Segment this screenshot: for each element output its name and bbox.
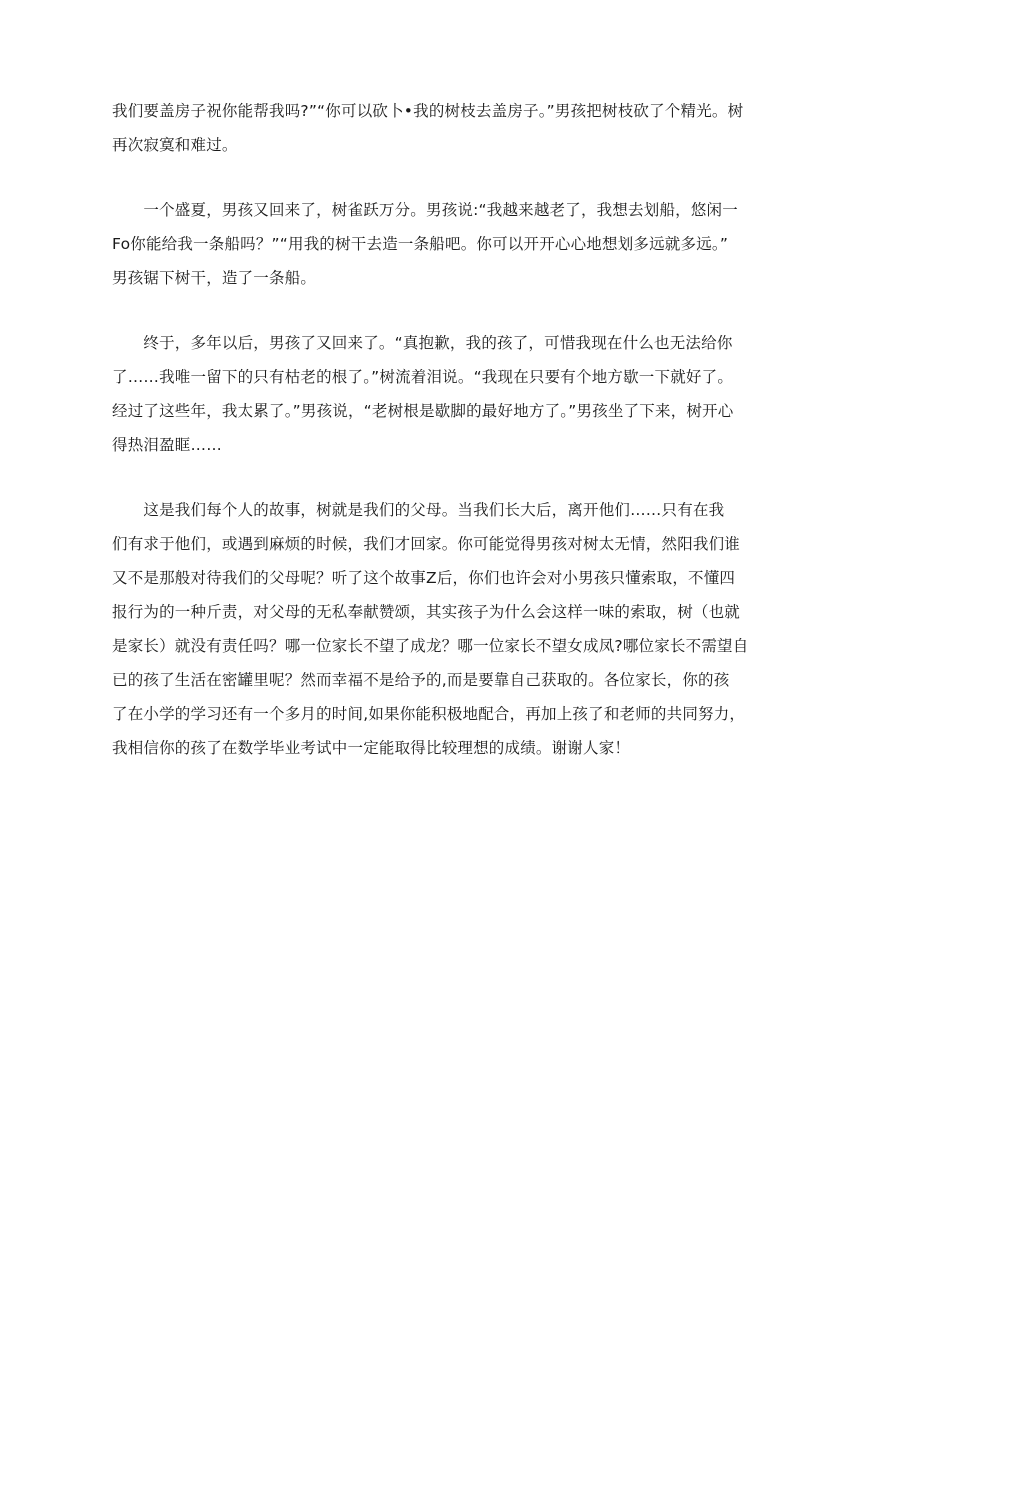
document-body: [112, 94, 852, 765]
text-line: 再次寂寞和难过。: [112, 136, 238, 154]
paragraph-parents: [112, 493, 852, 765]
text-line: 这是我们每个人的故事，树就是我们的父母。当我们长大后，离开他们……只有在我: [112, 501, 725, 519]
text-line: 了在小学的学习还有一个多月的时间,如果你能积极地配合，再加上孩了和老师的共同努力，: [112, 705, 746, 723]
text-line: 终于，多年以后，男孩了又回来了。“真抱歉，我的孩了，可惜我现在什么也无法给你: [112, 334, 733, 352]
text-line: 报行为的一种斤责，对父母的无私奉献赞颂，其实孩子为什么会这样一味的索取，树（也就: [112, 603, 741, 621]
paragraph-spacer: [112, 462, 852, 493]
text-line: 我相信你的孩了在数学毕业考试中一定能取得比较理想的成绩。谢谢人家！: [112, 739, 631, 757]
text-line: Fo你能给我一条船吗？”“用我的树干去造一条船吧。你可以开开心心地想划多远就多远。”: [112, 235, 729, 253]
text-line: 又不是那般对待我们的父母呢？听了这个故事Z后，你们也许会对小男孩只懂索取，不懂四: [112, 569, 736, 587]
paragraph-house: [112, 94, 852, 162]
text-line: 得热泪盈眶……: [112, 436, 222, 454]
text-line: 我们要盖房子祝你能帮我吗?”“你可以砍卜•我的树枝去盖房子。”男孩把树枝砍了个精光。树: [112, 102, 744, 120]
paragraph-spacer: [112, 295, 852, 326]
text-line: 男孩锯下树干，造了一条船。: [112, 269, 317, 287]
text-line: 一个盛夏，男孩又回来了，树雀跃万分。男孩说:“我越来越老了，我想去划船，悠闲一: [112, 201, 738, 219]
paragraph-spacer: [112, 162, 852, 193]
paragraph-roots: [112, 326, 852, 462]
text-line: 们有求于他们，或遇到麻烦的时候，我们才回家。你可能觉得男孩对树太无情，然阳我们谁: [112, 535, 741, 553]
text-line: 已的孩了生活在密罐里呢？然而幸福不是给予的,而是要靠自己获取的。各位家长，你的孩: [112, 671, 730, 689]
paragraph-boat: [112, 193, 852, 295]
text-line: 了……我唯一留下的只有枯老的根了。”树流着泪说。“我现在只要有个地方歇一下就好了。: [112, 368, 734, 386]
text-line: 经过了这些年，我太累了。”男孩说，“老树根是歇脚的最好地方了。”男孩坐了下来，树开心: [112, 402, 734, 420]
text-line: 是家长）就没有责任吗？哪一位家长不望了成龙？哪一位家长不望女成凤?哪位家长不需望自: [112, 637, 749, 655]
